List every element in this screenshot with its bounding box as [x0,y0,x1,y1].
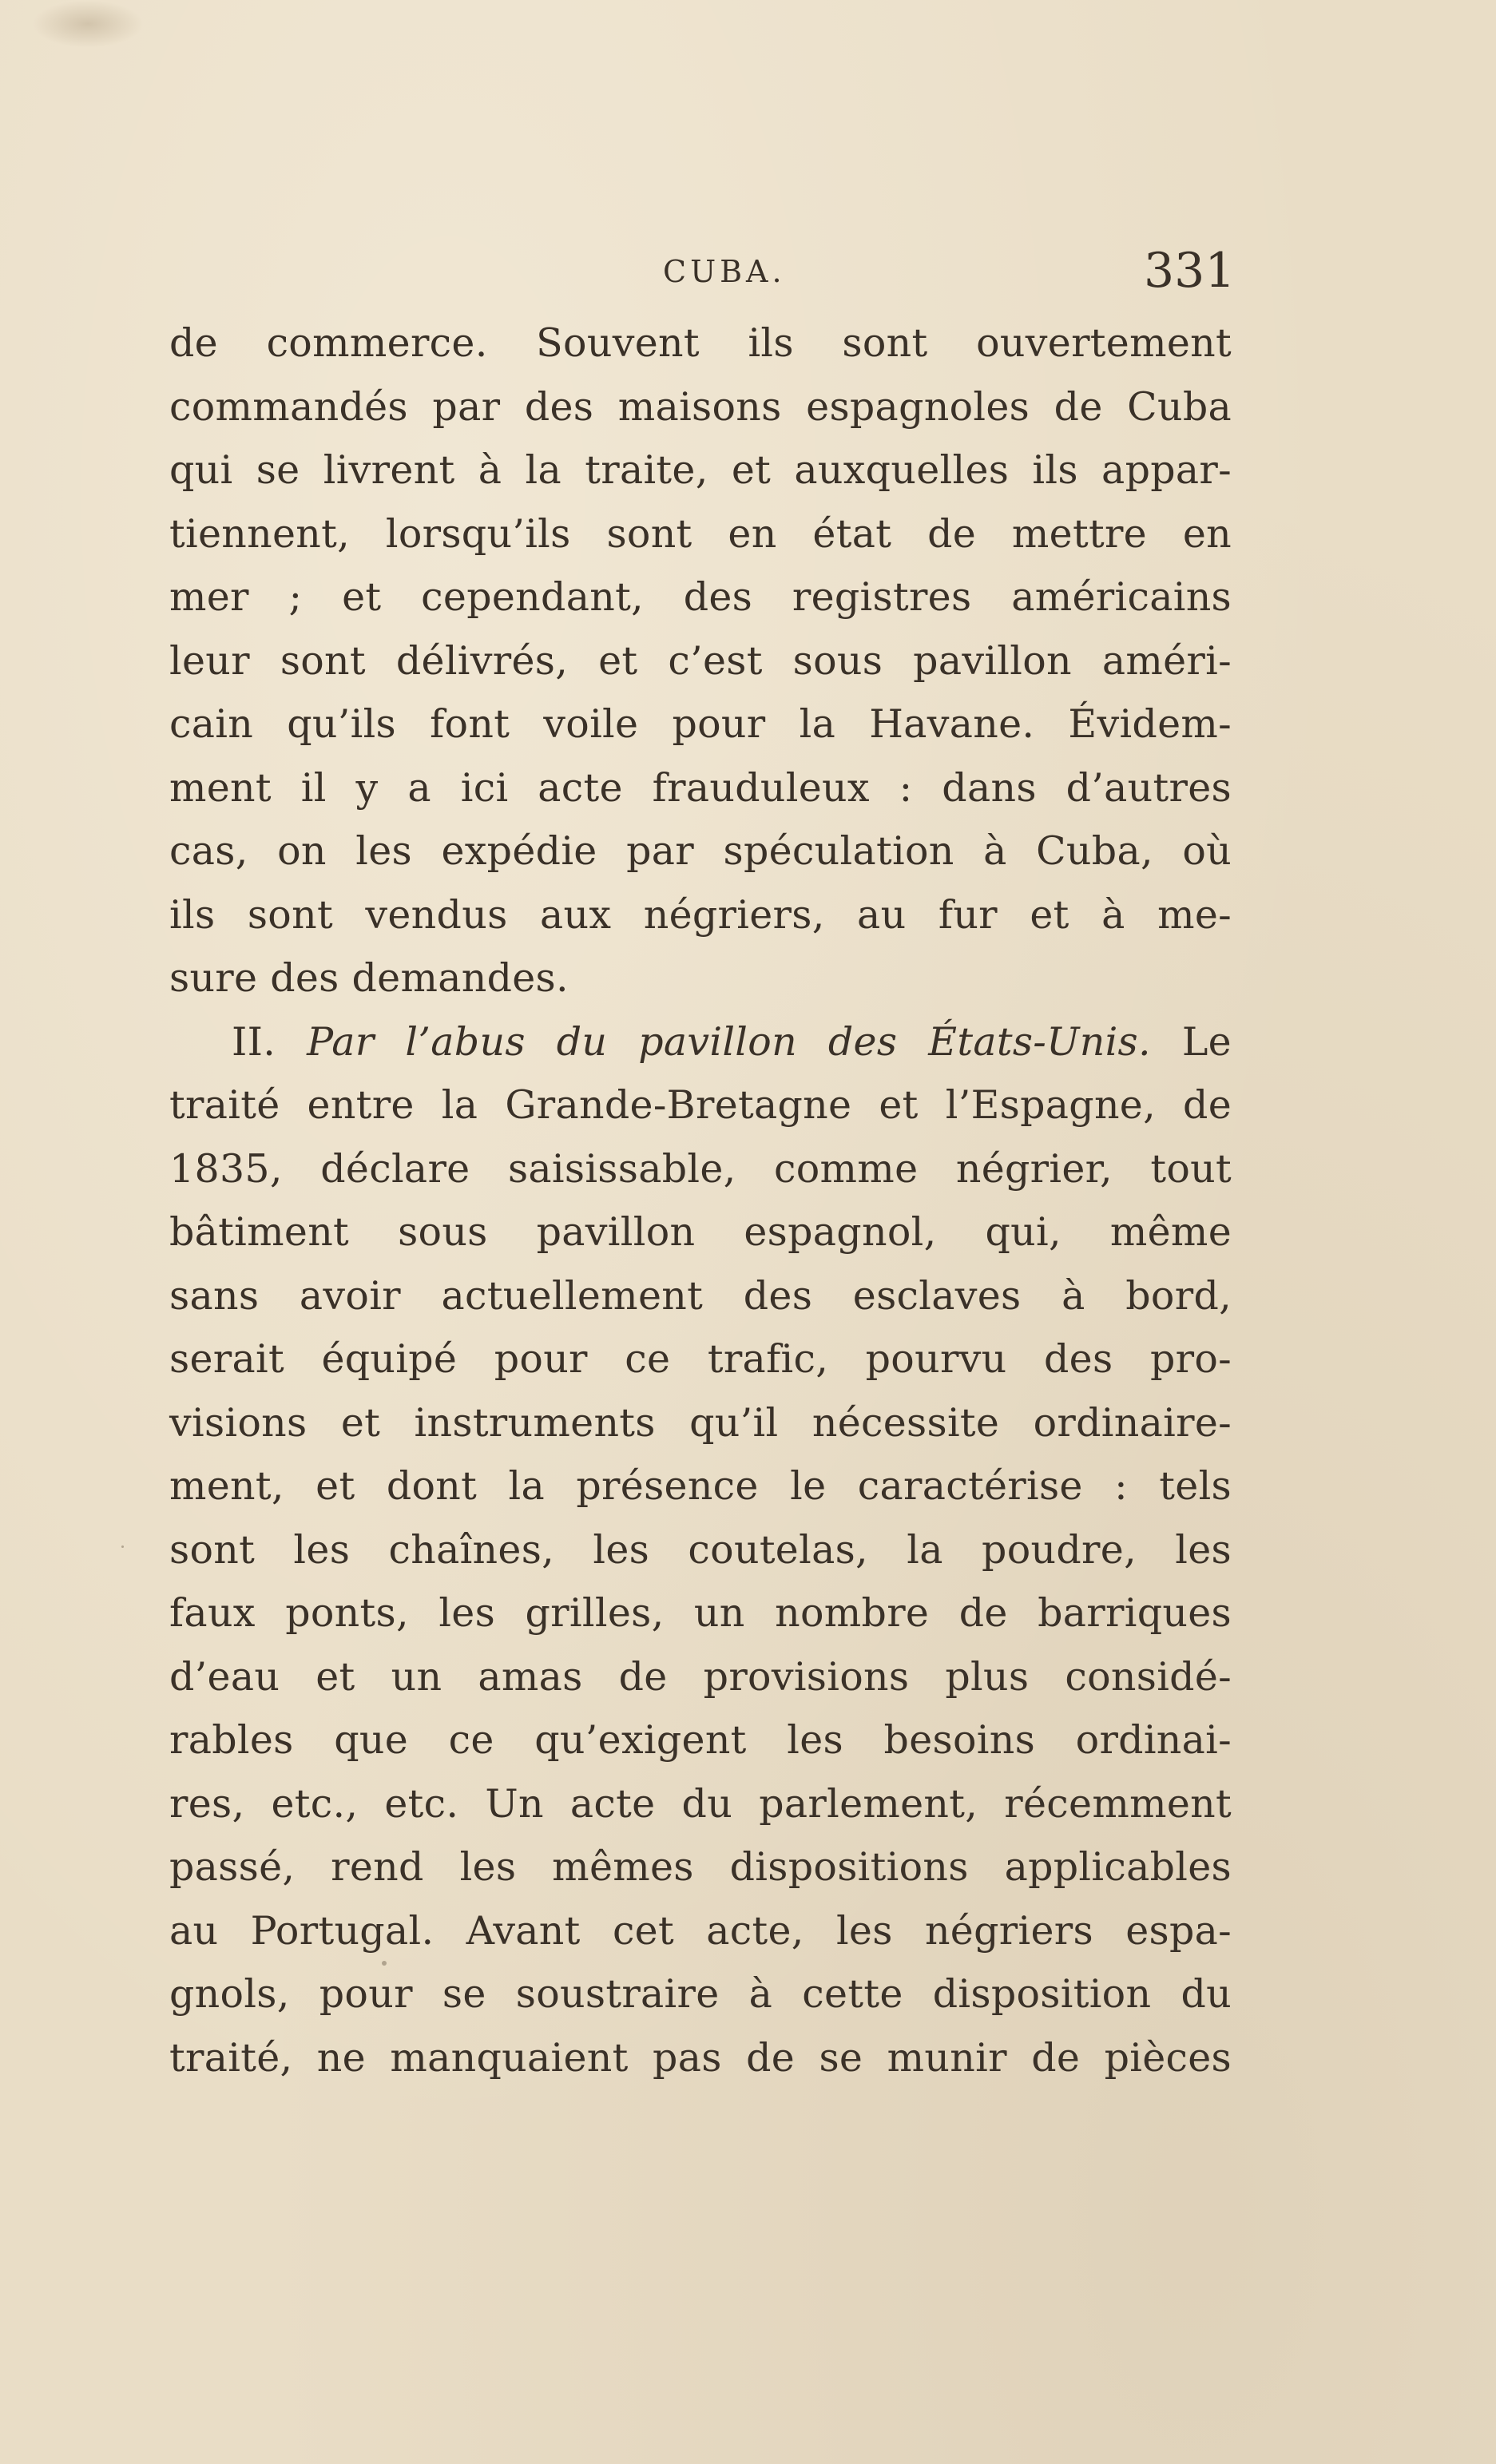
text-line: au Portugal. Avant cet acte, les négriers espa- [169,1907,1232,1954]
text-line: passé, rend les mêmes dispositions applicables [169,1844,1232,1890]
text-line: sont les chaînes, les coutelas, la poudre, les [169,1526,1232,1573]
text-line: tiennent, lorsqu’ils sont en état de mettre en [169,510,1232,557]
text-line: gnols, pour se soustraire à cette disposition du [169,1971,1232,2017]
section-numeral: II. [232,1018,276,1065]
text-line: bâtiment sous pavillon espagnol, qui, même [169,1209,1232,1255]
text-line: de commerce. Souvent ils sont ouvertement [169,320,1232,366]
text-line: qui se livrent à la traite, et auxquelles ils appar- [169,447,1232,493]
running-head-title: CUBA. [663,254,786,289]
text-line: cain qu’ils font voile pour la Havane. Évidem- [169,701,1232,747]
paper-stain [32,0,144,48]
text-line: traité entre la Grande-Bretagne et l’Espagne, de [169,1082,1232,1128]
body-text [169,311,1232,2089]
text-line: serait équipé pour ce trafic, pourvu des pro- [169,1336,1232,1382]
section-line-tail: Le [1181,1018,1232,1065]
paper-speck [121,1545,124,1548]
text-line: res, etc., etc. Un acte du parlement, récemment [169,1780,1232,1827]
text-line: commandés par des maisons espagnoles de Cuba [169,383,1232,430]
section-title: Par l’abus du pavillon des États-Unis. [307,1018,1151,1065]
text-line: rables que ce qu’exigent les besoins ordinai- [169,1717,1232,1763]
text-line: cas, on les expédie par spéculation à Cuba, où [169,828,1232,874]
text-line: ils sont vendus aux négriers, au fur et à me- [169,891,1232,938]
text-line: visions et instruments qu’il nécessite ordinaire- [169,1399,1232,1446]
text-line: 1835, déclare saisissable, comme négrier, tout [169,1145,1232,1192]
text-line: ment il y a ici acte frauduleux : dans d’autres [169,764,1232,811]
text-line: leur sont délivrés, et c’est sous pavillon améri- [169,637,1232,684]
text-line: d’eau et un amas de provisions plus considé- [169,1653,1232,1700]
page-number: 331 [1144,243,1236,299]
section-heading-line [169,1010,1232,1074]
text-line: mer ; et cependant, des registres américains [169,574,1232,620]
text-line: ment, et dont la présence le caractérise : tels [169,1463,1232,1509]
text-line: sans avoir actuellement des esclaves à bord, [169,1272,1232,1319]
text-line: faux ponts, les grilles, un nombre de barriques [169,1590,1232,1636]
running-head [0,240,1496,304]
text-line: sure des demandes. [169,955,569,1001]
text-line: traité, ne manquaient pas de se munir de pièces [169,2034,1232,2081]
